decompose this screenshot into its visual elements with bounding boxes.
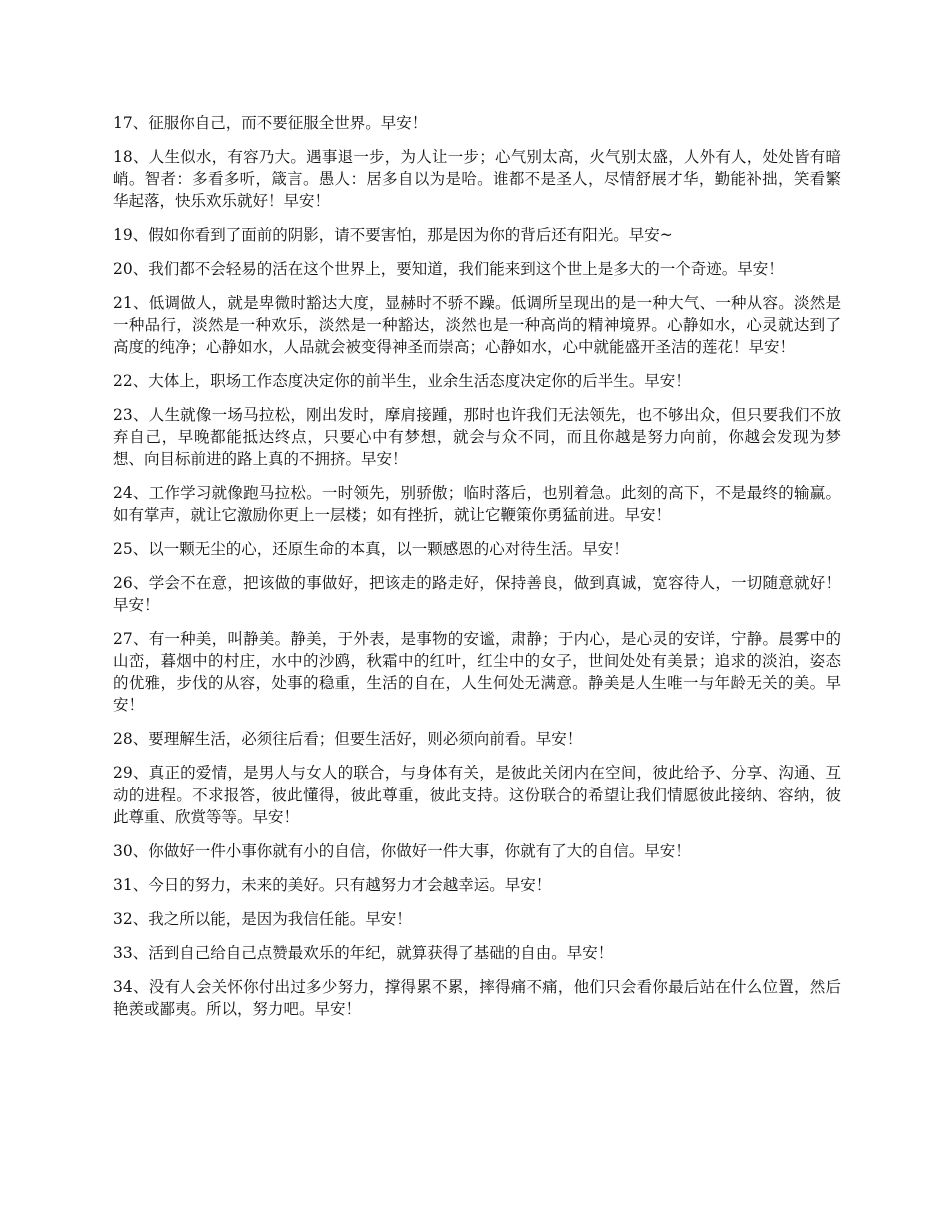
paragraph-34: 34、没有人会关怀你付出过多少努力，撑得累不累，摔得痛不痛，他们只会看你最后站在什么位置，然后艳羡或鄙夷。所以，努力吧。早安！ <box>113 978 841 1018</box>
paragraph-28: 28、要理解生活，必须往后看；但要生活好，则必须向前看。早安！ <box>113 730 583 748</box>
document-page <box>113 112 841 1032</box>
paragraph-21: 21、低调做人，就是卑微时豁达大度，显赫时不骄不躁。低调所呈现出的是一种大气、一种从容。淡然是一种品行，淡然是一种欢乐，淡然是一种豁达，淡然也是一种高尚的精神境界。心静如水，心灵就达到了高度的纯净；心静如水，人品就会被变得神圣而崇高；心静如水，心中就能盛开圣洁的莲花！早安！ <box>113 294 841 356</box>
paragraph-24: 24、工作学习就像跑马拉松。一时领先，别骄傲；临时落后，也别着急。此刻的高下，不是最终的输赢。如有掌声，就让它激励你更上一层楼；如有挫折，就让它鞭策你勇猛前进。早安！ <box>113 484 841 524</box>
paragraph-18: 18、人生似水，有容乃大。遇事退一步，为人让一步；心气别太高，火气别太盛，人外有人，处处皆有暗峭。智者：多看多听，箴言。愚人：居多自以为是哈。谁都不是圣人，尽情舒展才华，勤能补拙，笑看繁华起落，快乐欢乐就好！早安！ <box>113 148 841 210</box>
paragraph-26: 26、学会不在意，把该做的事做好，把该走的路走好，保持善良，做到真诚，宽容待人，一切随意就好！ 早安！ <box>113 574 841 614</box>
paragraph-32: 32、我之所以能，是因为我信任能。早安！ <box>113 910 412 928</box>
paragraph-17: 17、征服你自己，而不要征服全世界。早安！ <box>113 114 428 132</box>
paragraph-29: 29、真正的爱情，是男人与女人的联合，与身体有关，是彼此关闭内在空间，彼此给予、分享、沟通、互动的进程。不求报答，彼此懂得，彼此尊重，彼此支持。这份联合的希望让我们情愿彼此接纳、容纳，彼此尊重、欣赏等等。早安！ <box>113 764 841 826</box>
paragraph-20: 20、我们都不会轻易的活在这个世界上，要知道，我们能来到这个世上是多大的一个奇迹。早安！ <box>113 260 784 278</box>
paragraph-27: 27、有一种美，叫静美。静美，于外表，是事物的安谧，肃静；于内心，是心灵的安详，宁静。晨雾中的山峦，暮烟中的村庄，水中的沙鸥，秋霜中的红叶，红尘中的女子，世间处处有美景；追求的淡泊，姿态的优雅，步伐的从容，处事的稳重，生活的自在，人生何处无满意。静美是人生唯一与年龄无关的美。早安！ <box>113 630 841 714</box>
paragraph-22: 22、大体上，职场工作态度决定你的前半生，业余生活态度决定你的后半生。早安！ <box>113 372 691 390</box>
paragraph-25: 25、以一颗无尘的心，还原生命的本真，以一颗感恩的心对待生活。早安！ <box>113 540 629 558</box>
paragraph-31: 31、今日的努力，未来的美好。只有越努力才会越幸运。早安！ <box>113 876 552 894</box>
paragraph-30: 30、你做好一件小事你就有小的自信，你做好一件大事，你就有了大的自信。早安！ <box>113 842 691 860</box>
paragraph-19: 19、假如你看到了面前的阴影，请不要害怕，那是因为你的背后还有阳光。早安~ <box>113 226 673 244</box>
paragraph-33: 33、活到自己给自己点赞最欢乐的年纪，就算获得了基础的自由。早安！ <box>113 944 614 962</box>
paragraph-23: 23、人生就像一场马拉松，刚出发时，摩肩接踵，那时也许我们无法领先，也不够出众，但只要我们不放弃自己，早晚都能抵达终点，只要心中有梦想，就会与众不同，而且你越是努力向前，你越会发现为梦想、向目标前进的路上真的不拥挤。早安！ <box>113 406 841 468</box>
